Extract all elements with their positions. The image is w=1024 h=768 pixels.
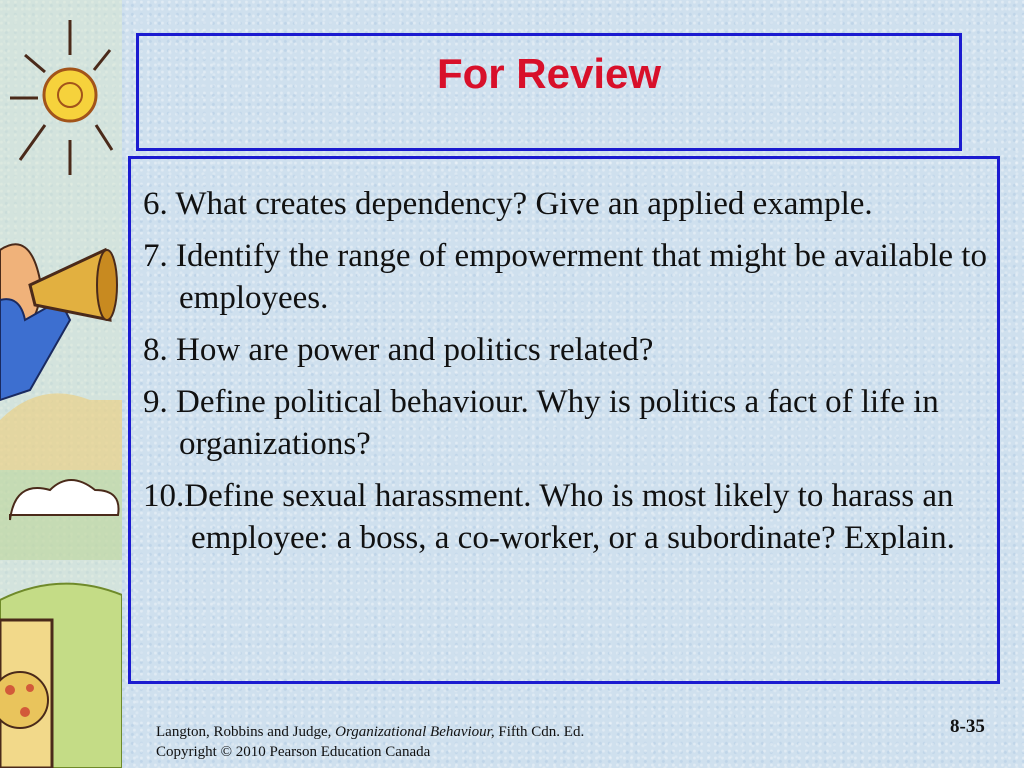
copyright: Copyright © 2010 Pearson Education Canada bbox=[156, 744, 431, 760]
question-item: 6. What creates dependency? Give an applied example. bbox=[143, 186, 873, 222]
question-item: 7. Identify the range of empowerment that might be available to employees. bbox=[143, 238, 987, 316]
question-item: 8. How are power and politics related? bbox=[143, 332, 654, 368]
question-item: 9. Define political behaviour. Why is politics a fact of life in organizations? bbox=[143, 384, 939, 462]
citation bbox=[156, 722, 584, 742]
question-list bbox=[143, 183, 987, 569]
footer bbox=[156, 722, 584, 762]
citation-authors: Langton, Robbins and Judge, bbox=[156, 724, 336, 740]
slide-title: For Review bbox=[436, 50, 662, 97]
citation-edition: Fifth Cdn. Ed. bbox=[494, 724, 585, 740]
citation-book: Organizational Behaviour, bbox=[335, 724, 495, 740]
question-item: 10.Define sexual harassment. Who is most likely to harass an employee: a boss, a co-worker, or a subordinate? Explain. bbox=[143, 478, 955, 556]
title-box bbox=[136, 33, 962, 151]
decorative-illustration bbox=[0, 0, 122, 768]
tree-icon bbox=[0, 672, 48, 728]
page-number: 8-35 bbox=[950, 716, 985, 737]
questions-box bbox=[128, 156, 1000, 684]
